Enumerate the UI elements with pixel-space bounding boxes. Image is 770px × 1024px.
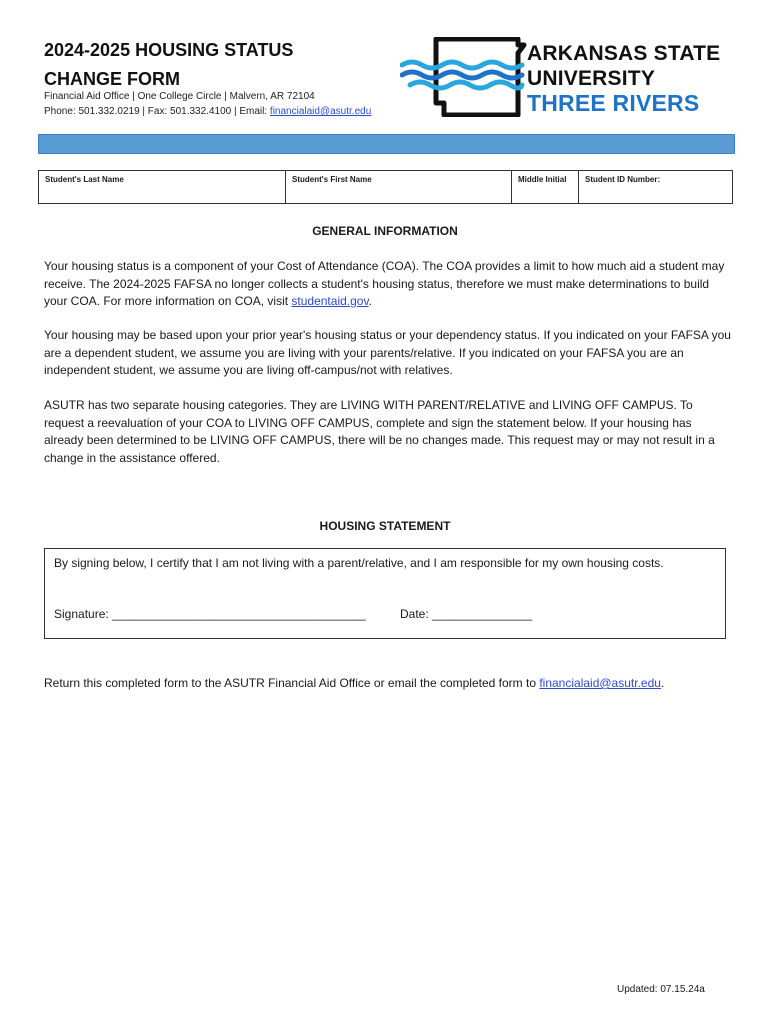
- office-address: Financial Aid Office | One College Circle | Malvern, AR 72104: [44, 91, 315, 102]
- general-info-paragraph-1: [44, 258, 734, 311]
- logo-text-university: UNIVERSITY: [527, 67, 656, 90]
- housing-statement-box: [44, 548, 726, 639]
- return-instructions: [44, 676, 664, 690]
- phone-fax-text: Phone: 501.332.0219 | Fax: 501.332.4100 | Email:: [44, 106, 270, 117]
- date-field[interactable]: Date: _______________: [400, 607, 533, 621]
- last-name-field[interactable]: [39, 171, 286, 203]
- form-title: [44, 36, 364, 94]
- certification-text: By signing below, I certify that I am not living with a parent/relative, and I am responsible for my own housing costs.: [54, 556, 664, 570]
- last-name-label: Student's Last Name: [45, 175, 124, 184]
- general-info-paragraph-2: Your housing may be based upon your prior year's housing status or your dependency status. If you indicated on your FAFSA you are a dependent student, we assume you are living with your parents/relative. If you indicated on your FAFSA you are an independent student, we assume you are living off-campus/not with relatives.: [44, 328, 731, 377]
- contact-email-link[interactable]: financialaid@asutr.edu: [269, 106, 372, 117]
- general-info-heading: GENERAL INFORMATION: [312, 224, 458, 238]
- housing-statement-heading: HOUSING STATEMENT: [319, 519, 451, 533]
- return-email-link[interactable]: financialaid@asutr.edu: [539, 676, 661, 690]
- first-name-field[interactable]: [286, 171, 512, 203]
- studentaid-link[interactable]: studentaid.gov: [291, 294, 369, 308]
- middle-initial-field[interactable]: [512, 171, 579, 203]
- period-text: .: [368, 294, 372, 308]
- header-banner: [38, 134, 735, 154]
- form-title-line1: 2024-2025 HOUSING STATUS: [44, 40, 294, 60]
- return-text: Return this completed form to the ASUTR Financial Aid Office or email the completed form to: [44, 676, 540, 690]
- form-title-line2: CHANGE FORM: [44, 69, 180, 89]
- student-id-field[interactable]: [579, 171, 732, 203]
- logo-text-arkansas-state: ARKANSAS STATE: [527, 42, 721, 65]
- signature-field[interactable]: Signature: ______________________________________: [54, 607, 366, 621]
- first-name-label: Student's First Name: [292, 175, 372, 184]
- return-period: .: [660, 676, 665, 690]
- student-info-table: [38, 170, 733, 204]
- student-id-label: Student ID Number:: [585, 175, 661, 184]
- logo-text-three-rivers: THREE RIVERS: [527, 90, 700, 116]
- office-contact: [44, 106, 371, 117]
- coa-text: Your housing status is a component of your Cost of Attendance (COA). The COA provides a limit to how much aid a student may receive. The 2024-2025 FAFSA no longer collects a student's housing status, therefore we must make determinations to build your COA. For more information on COA, visit: [44, 259, 725, 308]
- middle-initial-label: Middle Initial: [518, 175, 567, 184]
- updated-date: Updated: 07.15.24a: [617, 984, 705, 995]
- general-info-paragraph-3: ASUTR has two separate housing categories. They are LIVING WITH PARENT/RELATIVE and LIVING OFF CAMPUS. To request a reevaluation of your COA to LIVING OFF CAMPUS, complete and sign the statement below. If your housing has already been determined to be LIVING OFF CAMPUS, there will be no changes made. This request may or may not result in a change in the assistance offered.: [44, 398, 715, 465]
